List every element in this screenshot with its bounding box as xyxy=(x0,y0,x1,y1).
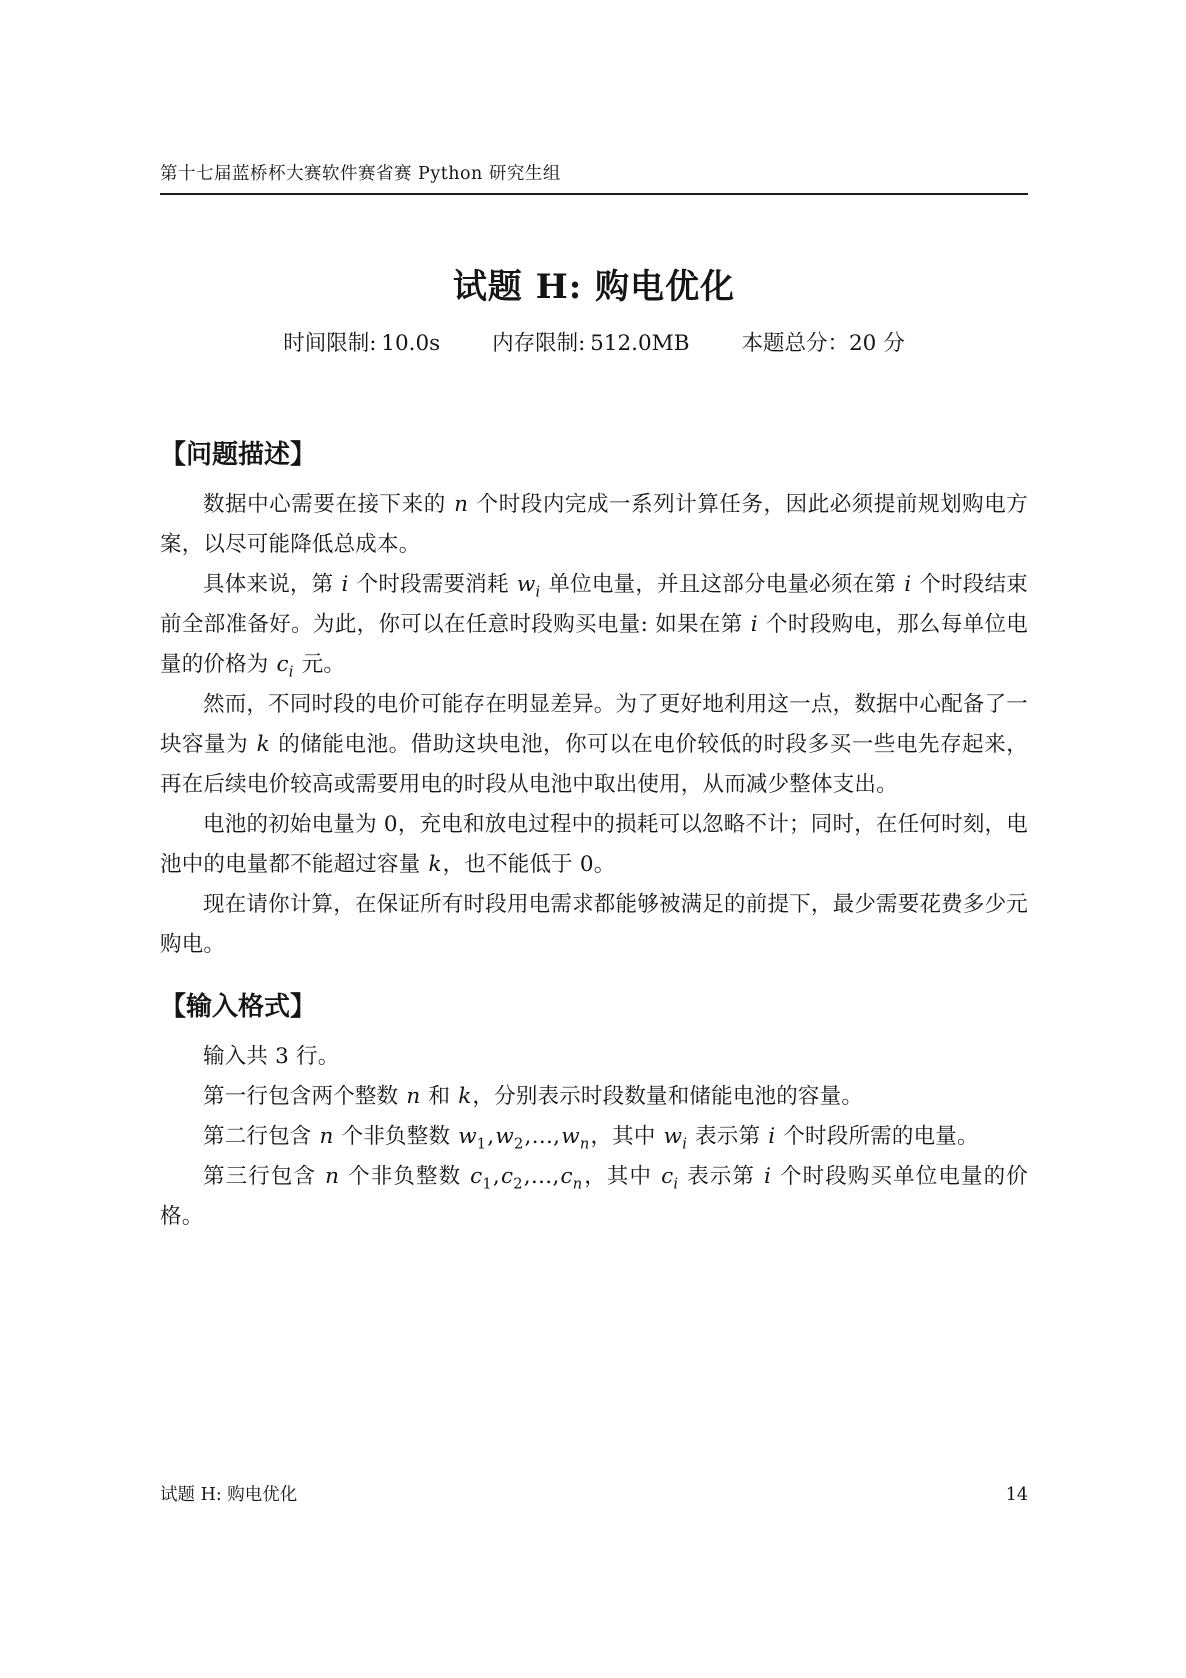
memory-limit-label: 内存限制: xyxy=(492,331,586,356)
math-variable: $w_2$ xyxy=(495,1124,524,1153)
time-limit xyxy=(283,331,440,356)
memory-limit xyxy=(492,331,689,356)
text-run: ，分别表示时段数量和储能电池的容量。 xyxy=(472,1084,864,1109)
subscript: i xyxy=(673,1175,679,1193)
problem-description-heading: 【问题描述】 xyxy=(160,440,317,470)
math-variable: $w_n$ xyxy=(561,1124,590,1153)
math-variable: n xyxy=(406,1084,421,1109)
time-limit-value: 10.0s xyxy=(381,331,441,356)
paragraph xyxy=(160,565,1028,685)
running-header-text: 第十七届蓝桥杯大赛软件赛省赛 Python 研究生组 xyxy=(160,164,561,184)
math-variable: $w_i$ xyxy=(516,572,541,601)
math-variable: i xyxy=(750,612,758,637)
text-run: 具体来说，第 xyxy=(203,572,341,597)
subscript: i xyxy=(682,1135,688,1153)
subscript: 2 xyxy=(513,1135,524,1153)
total-score xyxy=(741,331,904,356)
text-run: 单位电量，并且这部分电量必须在第 xyxy=(541,572,904,597)
page-number: 14 xyxy=(1005,1485,1028,1505)
math-variable: i xyxy=(764,1164,772,1189)
paragraph xyxy=(160,685,1028,805)
text-run: ,…, xyxy=(523,1164,560,1189)
text-run: ,…, xyxy=(524,1124,561,1149)
text-run: 电池的初始电量为 0，充电和放电过程中的损耗可以忽略不计；同时，在任何时刻，电池中的电量都不能超过容量 xyxy=(160,812,1028,877)
subscript: i xyxy=(535,583,541,601)
subscript: 1 xyxy=(476,1135,487,1153)
subscript: i xyxy=(288,663,294,681)
text-run: ，其中 xyxy=(583,1164,661,1189)
limits-line xyxy=(160,329,1028,359)
time-limit-label: 时间限制: xyxy=(283,331,377,356)
paragraph xyxy=(160,1037,1028,1077)
text-run: 个时段所需的电量。 xyxy=(776,1124,979,1149)
memory-limit-value: 512.0MB xyxy=(590,331,690,356)
text-run: 个时段内完成一系列计算任务，因此必须提前规划购电方案，以尽可能降低总成本。 xyxy=(160,492,1028,557)
math-variable: i xyxy=(904,572,912,597)
page-header xyxy=(160,162,1028,195)
paragraph xyxy=(160,485,1028,565)
text-run: 个时段需要消耗 xyxy=(349,572,516,597)
math-variable: $c_n$ xyxy=(560,1164,583,1193)
math-variable: n xyxy=(325,1164,340,1189)
text-run: 第三行包含 xyxy=(203,1164,325,1189)
text-run: 元。 xyxy=(294,652,346,677)
problem-description-body xyxy=(160,485,1028,965)
text-run: 数据中心需要在接下来的 xyxy=(203,492,454,517)
subscript: 1 xyxy=(482,1175,492,1193)
input-format-heading: 【输入格式】 xyxy=(160,992,317,1022)
text-run: ，其中 xyxy=(590,1124,663,1149)
subscript: n xyxy=(572,1175,583,1193)
math-variable: n xyxy=(454,492,469,517)
text-run: 个时段购买单位电量的价格。 xyxy=(160,1164,1028,1229)
math-variable: k xyxy=(256,732,270,757)
text-run: 和 xyxy=(421,1084,458,1109)
section-problem-description xyxy=(160,437,1028,965)
text-run: ，也不能低于 0。 xyxy=(442,852,616,877)
math-variable: i xyxy=(341,572,349,597)
page-footer xyxy=(160,1483,1028,1507)
header-rule xyxy=(160,193,1028,195)
text-run: 表示第 xyxy=(688,1124,768,1149)
text-run: , xyxy=(487,1124,495,1149)
math-variable: $c_i$ xyxy=(661,1164,679,1193)
paragraph xyxy=(160,1077,1028,1117)
math-variable: i xyxy=(768,1124,776,1149)
math-variable: $w_i$ xyxy=(663,1124,688,1153)
subscript: n xyxy=(579,1135,590,1153)
math-variable: k xyxy=(458,1084,472,1109)
text-run: 个时段购电，那么每单位电量的价格为 xyxy=(160,612,1029,677)
footer-running-title: 试题 H: 购电优化 xyxy=(160,1485,298,1505)
total-score-label: 本题总分： xyxy=(741,331,849,356)
total-score-value: 20 分 xyxy=(849,331,905,356)
text-run: 输入共 3 行。 xyxy=(203,1044,340,1069)
input-format-body xyxy=(160,1037,1028,1237)
text-run: 第一行包含两个整数 xyxy=(203,1084,406,1109)
problem-title: 试题 H: 购电优化 xyxy=(452,267,736,307)
text-run: , xyxy=(492,1164,500,1189)
section-input-format xyxy=(160,989,1028,1237)
paragraph xyxy=(160,885,1028,965)
math-variable: $c_2$ xyxy=(500,1164,523,1193)
text-run: 的储能电池。借助这块电池，你可以在电价较低的时段多买一些电先存起来，再在后续电价较高或需要用电的时段从电池中取出使用，从而减少整体支出。 xyxy=(160,732,1028,797)
text-run: 表示第 xyxy=(679,1164,764,1189)
text-run: 个非负整数 xyxy=(340,1164,470,1189)
paragraph xyxy=(160,1157,1028,1237)
text-run: 然而，不同时段的电价可能存在明显差异。为了更好地利用这一点，数据中心配备了一块容量为 xyxy=(160,692,1028,757)
math-variable: $w_1$ xyxy=(458,1124,487,1153)
text-run: 现在请你计算，在保证所有时段用电需求都能够被满足的前提下，最少需要花费多少元购电。 xyxy=(160,892,1028,957)
text-run: 个时段结束前全部准备好。为此，你可以在任意时段购买电量: 如果在第 xyxy=(160,572,1028,637)
paragraph xyxy=(160,1117,1028,1157)
text-run: 第二行包含 xyxy=(203,1124,319,1149)
math-variable: n xyxy=(319,1124,334,1149)
text-run: 个非负整数 xyxy=(334,1124,458,1149)
math-variable: k xyxy=(428,852,442,877)
math-variable: $c_i$ xyxy=(276,652,294,681)
paragraph xyxy=(160,805,1028,885)
math-variable: $c_1$ xyxy=(470,1164,492,1193)
subscript: 2 xyxy=(513,1175,523,1193)
